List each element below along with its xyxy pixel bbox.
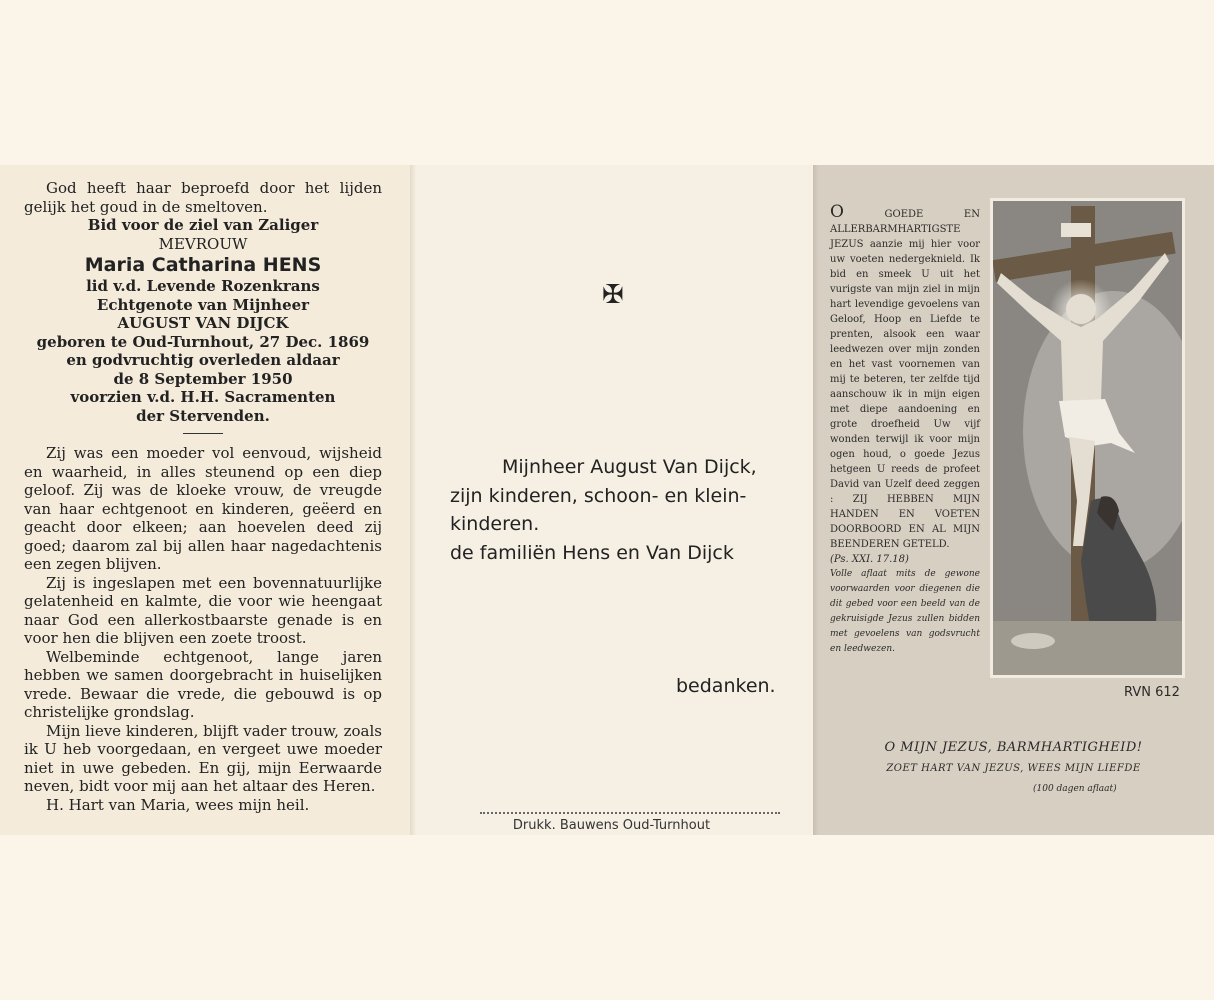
divider	[183, 433, 223, 434]
thanks-line: de familiën Hens en Van Dijck	[450, 541, 734, 564]
fold-shadow	[410, 165, 416, 835]
middle-panel-thanks	[410, 165, 813, 835]
paragraph: Welbeminde echtgenoot, lange jaren hebben we samen doorgebracht in huiselijken vrede. Bewaar die vrede, die gebouwd is op christelijke grondslag.	[24, 647, 382, 721]
paragraph: Zij is ingeslapen met een bovennatuurlijke gelatenheid en kalmte, die voor wie heengaat naar God een allerkostbaarste genade is en voor hen die blijven een zoete troost.	[24, 573, 382, 647]
cross-icon: ✠	[602, 280, 624, 310]
paragraph: Zij was een moeder vol eenvoud, wijsheid en waarheid, in alles steunend op een diep geloof. Zij was de kloeke vrouw, de vreugde van haar echtgenoot en kinderen, geëerd en geacht door elkeen; aan hoevelen deed zij goed; daarom zal bij allen haar nagedachtenis een zegen blijven.	[24, 444, 382, 573]
inri-plaque	[1061, 223, 1091, 237]
prayer-initial: O	[830, 202, 844, 222]
death-line: en godvruchtig overleden aldaar	[66, 351, 340, 369]
intro-verse: God heeft haar beproefd door het lijden gelijk het goud in de smeltoven.	[24, 179, 382, 216]
ground	[993, 621, 1182, 675]
invocation-2: ZOET HART VAN JEZUS, WEES MIJN LIEFDE	[886, 763, 1141, 774]
indulgence-note: Volle aflaat mits de gewone voorwaarden voor diegenen die dit gebed voor een beeld van de gekruisigde Jezus zullen bidden met gevoelens van godsvrucht en leedwezen.	[830, 569, 980, 654]
crucifix-icon	[993, 201, 1182, 675]
dotted-divider	[480, 812, 780, 814]
death-date: de 8 September 1950	[113, 369, 293, 388]
birth-line: geboren te Oud-Turnhout, 27 Dec. 1869	[36, 332, 370, 351]
crucifixion-image	[990, 198, 1185, 678]
closing-invocation: H. Hart van Maria, wees mijn heil.	[46, 795, 310, 814]
family-thanks	[450, 453, 780, 567]
prayer-request: Bid voor de ziel van Zaliger	[87, 216, 319, 234]
thanks-line: zijn kinderen, schoon- en klein-	[450, 484, 747, 507]
deceased-name: Maria Catharina HENS	[84, 254, 322, 276]
indulgence-days: (100 dagen aflaat)	[1033, 784, 1117, 794]
thanks-line: kinderen.	[450, 513, 540, 535]
rock	[1011, 633, 1055, 649]
paragraph: Mijn lieve kinderen, blijft vader trouw, zoals ik U heb voorgedaan, en vergeet uwe moeder niet in uwe gebeden. En gij, mijn Eerwaarde neven, bidt voor mij aan het altaar des Heren.	[24, 721, 382, 795]
sacraments-line: voorzien v.d. H.H. Sacramenten	[70, 388, 336, 406]
right-panel-prayer	[813, 165, 1214, 835]
image-code: RVN 612	[1124, 685, 1180, 700]
membership: lid v.d. Levende Rozenkrans	[86, 277, 320, 295]
fold-shadow	[813, 165, 819, 835]
honorific: MEVROUW	[158, 234, 248, 253]
prayer-text	[830, 202, 980, 657]
invocation-1: O MIJN JEZUS, BARMHARTIGHEID!	[884, 740, 1143, 755]
spouse-line: Echtgenote van Mijnheer	[96, 295, 310, 314]
left-panel-biography	[0, 165, 410, 835]
thanks-line: Mijnheer August Van Dijck,	[502, 456, 757, 478]
spouse-name: AUGUST VAN DIJCK	[117, 314, 289, 332]
sacraments-line-2: der Stervenden.	[136, 406, 270, 425]
christ-head	[1066, 294, 1096, 324]
thanks-closing: bedanken.	[676, 675, 776, 697]
scripture-reference: (Ps. XXI. 17.18)	[830, 554, 909, 565]
printer-credit: Drukk. Bauwens Oud-Turnhout	[512, 818, 711, 833]
prayer-body: GOEDE EN ALLERBARMHARTIGSTE JEZUS aanzie mij hier voor uw voeten nedergeknield. Ik bid en smeek U uit het vurigste van mijn ziel in mijn hart levendige gevoelens van Geloof, Hoop en Liefde te prenten, alsook een waar leedwezen over mijn zonden en het vast voornemen van mij te beteren, ter zelfde tijd aanschouw ik in mijn eigen met diepe aandoening en grote droefheid Uw vijf wonden terwijl ik voor mijn ogen houd, o goede Jezus hetgeen U reeds de profeet David van Uzelf deed zeggen : ZIJ HEBBEN MIJN HANDEN EN VOETEN DOORBOORD EN AL MIJN BEENDEREN GETELD.	[830, 209, 980, 550]
